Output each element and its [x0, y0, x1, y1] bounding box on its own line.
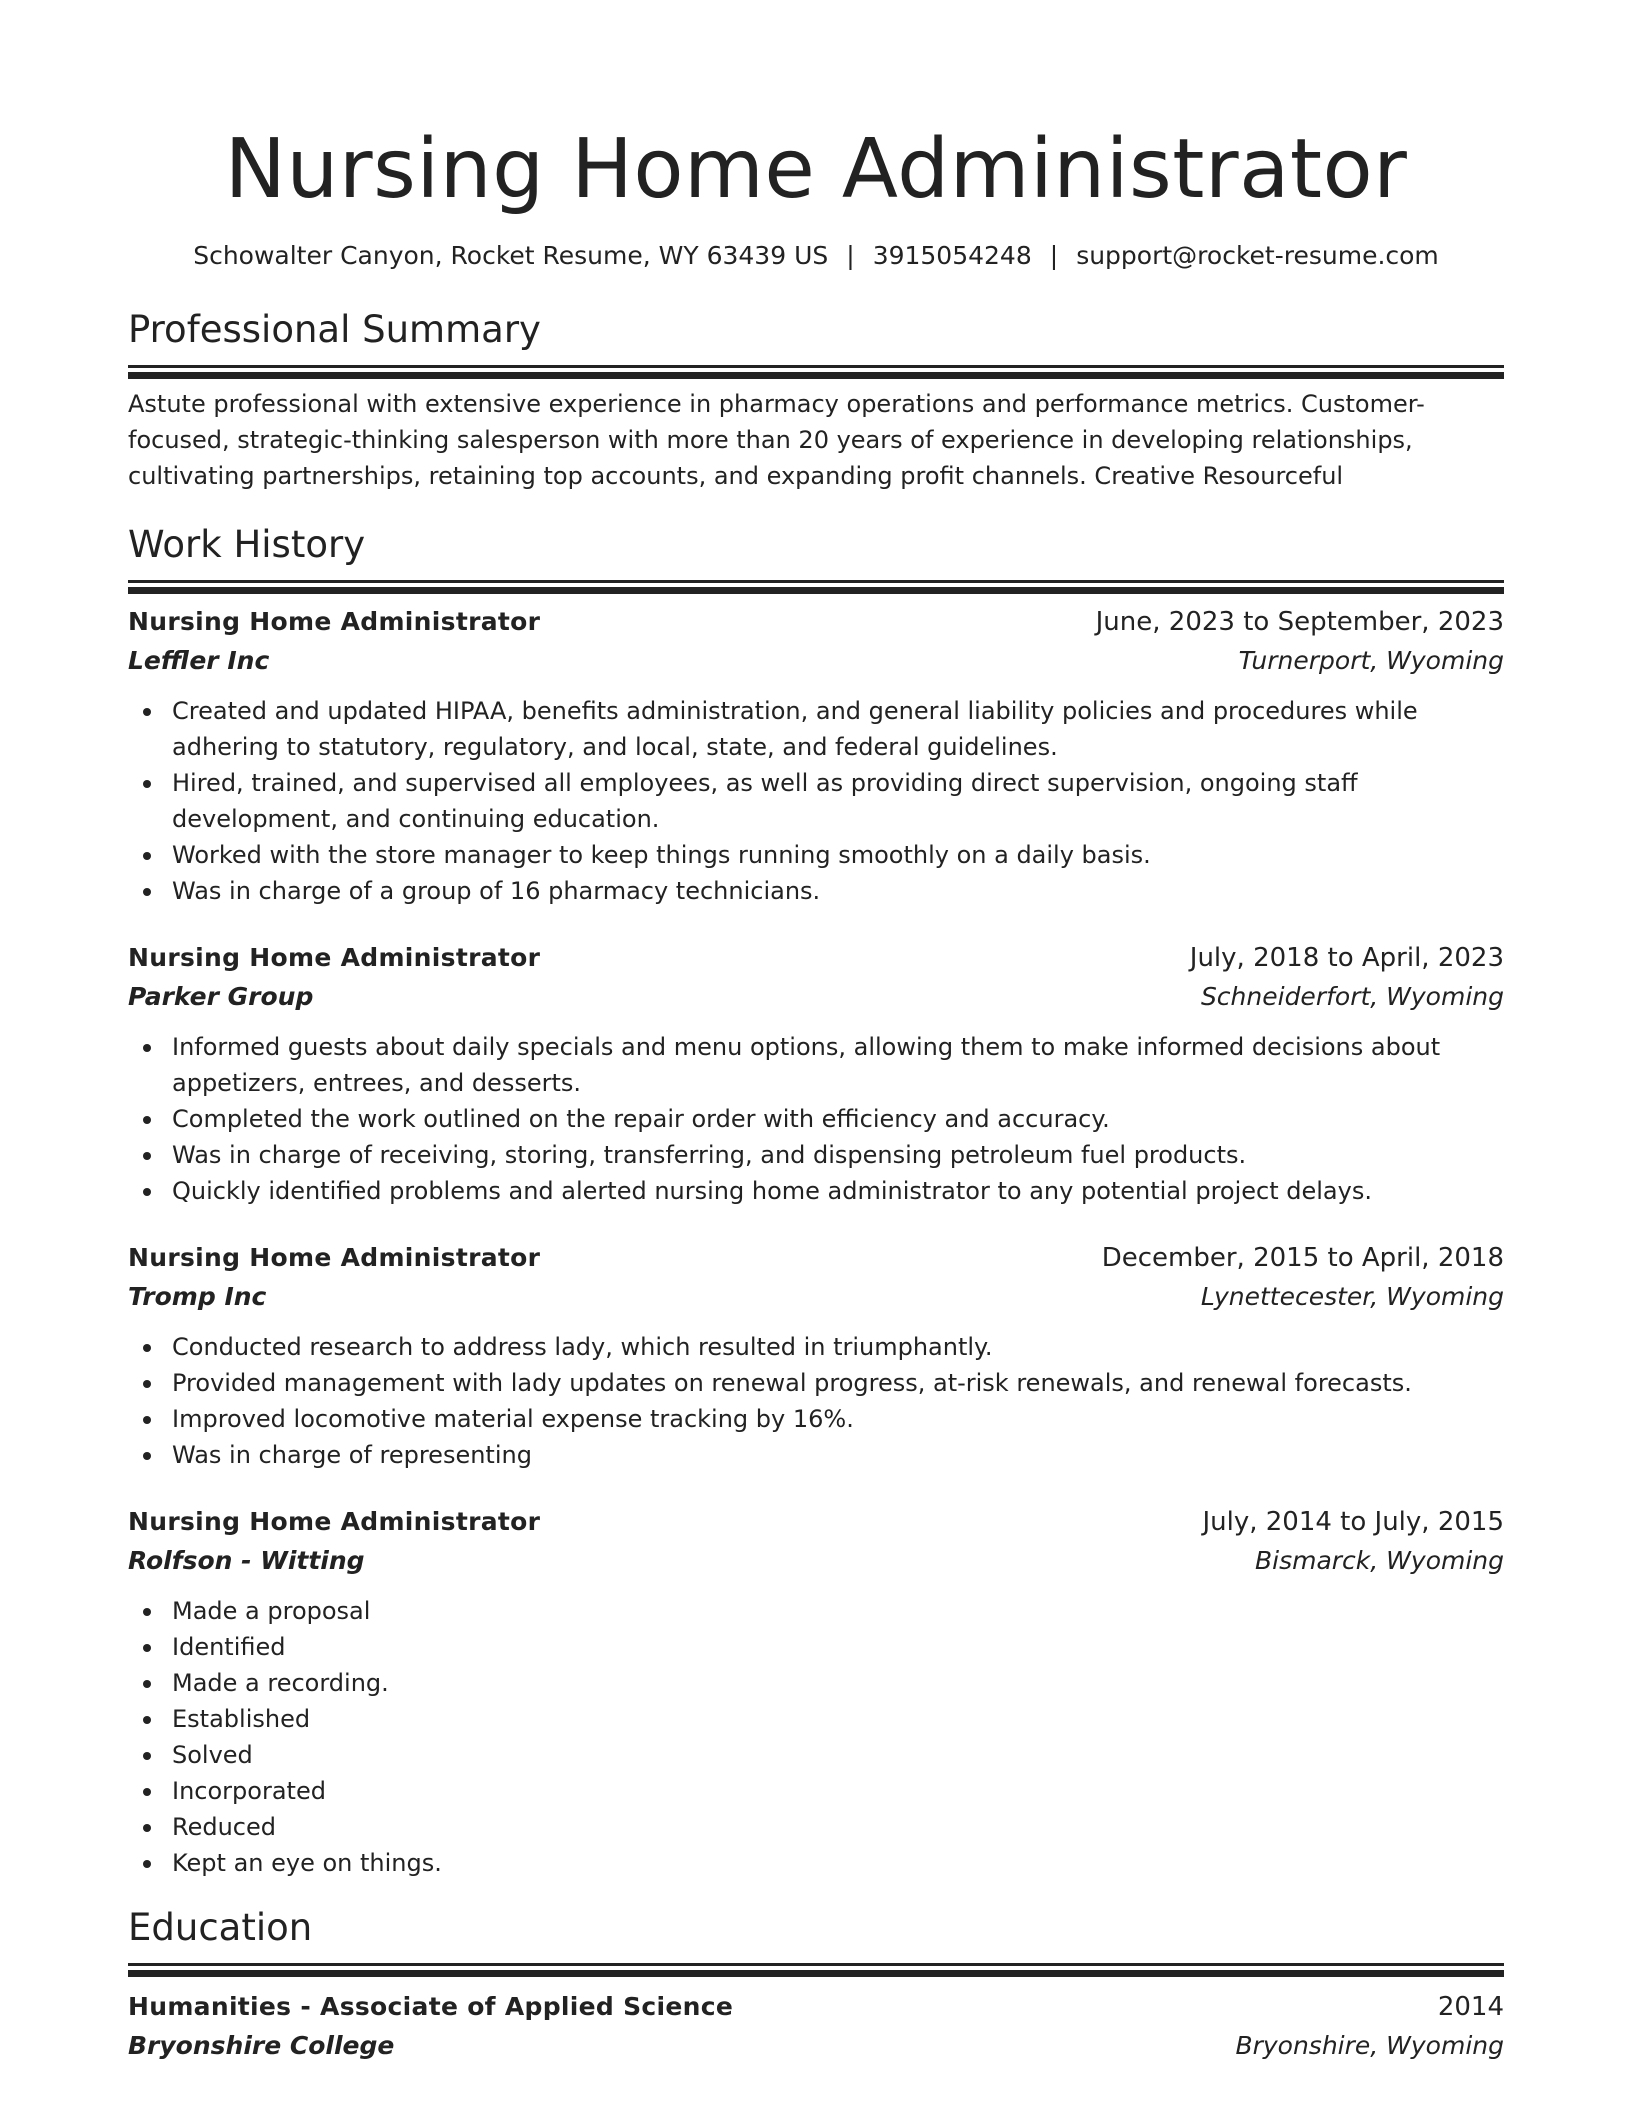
education-entry — [128, 1988, 1504, 2066]
education-year: 2014 — [1437, 1992, 1504, 2022]
section-divider — [128, 580, 1504, 583]
education-location: Bryonshire, Wyoming — [1235, 2031, 1504, 2060]
job-entry — [128, 1503, 1504, 1881]
job-dates: July, 2018 to April, 2023 — [1189, 943, 1504, 973]
contact-email: support@rocket-resume.com — [1076, 241, 1439, 270]
list-item: Hired, trained, and supervised all employees, as well as providing direct supervision, ongoing staff development, and continuing education. — [172, 765, 1504, 837]
list-item: Created and updated HIPAA, benefits administration, and general liability policies and procedures while adhering to statutory, regulatory, and local, state, and federal guidelines. — [172, 693, 1504, 765]
job-dates: December, 2015 to April, 2018 — [1101, 1243, 1504, 1273]
section-title-education: Education — [128, 1906, 313, 1949]
section-title-summary: Professional Summary — [128, 308, 541, 351]
job-company: Tromp Inc — [128, 1282, 267, 1311]
work-history-section — [128, 522, 1504, 1881]
job-entry — [128, 1239, 1504, 1473]
education-degree: Humanities - Associate of Applied Science — [128, 1992, 734, 2021]
list-item: Was in charge of a group of 16 pharmacy technicians. — [172, 873, 1504, 909]
contact-separator: | — [846, 241, 855, 270]
list-item: Quickly identified problems and alerted nursing home administrator to any potential project delays. — [172, 1173, 1504, 1209]
job-bullets — [128, 1029, 1504, 1209]
education-school: Bryonshire College — [128, 2031, 395, 2060]
job-dates: June, 2023 to September, 2023 — [1095, 607, 1504, 637]
section-divider — [128, 365, 1504, 368]
contact-line — [128, 239, 1504, 273]
job-location: Turnerport, Wyoming — [1238, 646, 1504, 675]
summary-section — [128, 307, 1504, 494]
list-item: Made a proposal — [172, 1593, 1504, 1629]
job-title: Nursing Home Administrator — [128, 1507, 541, 1536]
list-item: Established — [172, 1701, 1504, 1737]
list-item: Incorporated — [172, 1773, 1504, 1809]
job-location: Schneiderfort, Wyoming — [1200, 982, 1504, 1011]
summary-text: Astute professional with extensive experience in pharmacy operations and performance metrics. Customer-focused, strategic-thinking salesperson with more than 20 years of experience in developing relationships, cultivating partnerships, retaining top accounts, and expanding profit channels. Creative Resourceful — [128, 390, 1425, 490]
job-company: Parker Group — [128, 982, 314, 1011]
resume-page — [128, 0, 1504, 2066]
section-title-work-history: Work History — [128, 523, 366, 566]
list-item: Informed guests about daily specials and menu options, allowing them to make informed decisions about appetizers, entrees, and desserts. — [172, 1029, 1504, 1101]
job-title: Nursing Home Administrator — [128, 607, 541, 636]
job-bullets — [128, 1329, 1504, 1473]
job-bullets — [128, 1593, 1504, 1881]
list-item: Made a recording. — [172, 1665, 1504, 1701]
job-company: Rolfson - Witting — [128, 1546, 365, 1575]
contact-phone: 3915054248 — [872, 241, 1032, 270]
job-entry — [128, 603, 1504, 909]
job-location: Bismarck, Wyoming — [1254, 1546, 1504, 1575]
list-item: Solved — [172, 1737, 1504, 1773]
contact-address: Schowalter Canyon, Rocket Resume, WY 63439 US — [193, 241, 829, 270]
list-item: Provided management with lady updates on renewal progress, at-risk renewals, and renewal forecasts. — [172, 1365, 1504, 1401]
list-item: Was in charge of receiving, storing, transferring, and dispensing petroleum fuel products. — [172, 1137, 1504, 1173]
list-item: Worked with the store manager to keep things running smoothly on a daily basis. — [172, 837, 1504, 873]
candidate-name: Nursing Home Administrator — [224, 122, 1408, 217]
section-divider — [128, 1963, 1504, 1966]
job-bullets — [128, 693, 1504, 909]
job-location: Lynettecester, Wyoming — [1200, 1282, 1504, 1311]
contact-separator: | — [1049, 241, 1059, 270]
list-item: Kept an eye on things. — [172, 1845, 1504, 1881]
list-item: Reduced — [172, 1809, 1504, 1845]
job-title: Nursing Home Administrator — [128, 1243, 541, 1272]
job-entry — [128, 939, 1504, 1209]
list-item: Conducted research to address lady, which resulted in triumphantly. — [172, 1329, 1504, 1365]
list-item: Improved locomotive material expense tracking by 16%. — [172, 1401, 1504, 1437]
list-item: Was in charge of representing — [172, 1437, 1504, 1473]
list-item: Identified — [172, 1629, 1504, 1665]
job-dates: July, 2014 to July, 2015 — [1202, 1507, 1504, 1537]
job-company: Leffler Inc — [128, 646, 270, 675]
education-section — [128, 1905, 1504, 2066]
job-title: Nursing Home Administrator — [128, 943, 541, 972]
list-item: Completed the work outlined on the repair order with efficiency and accuracy. — [172, 1101, 1504, 1137]
